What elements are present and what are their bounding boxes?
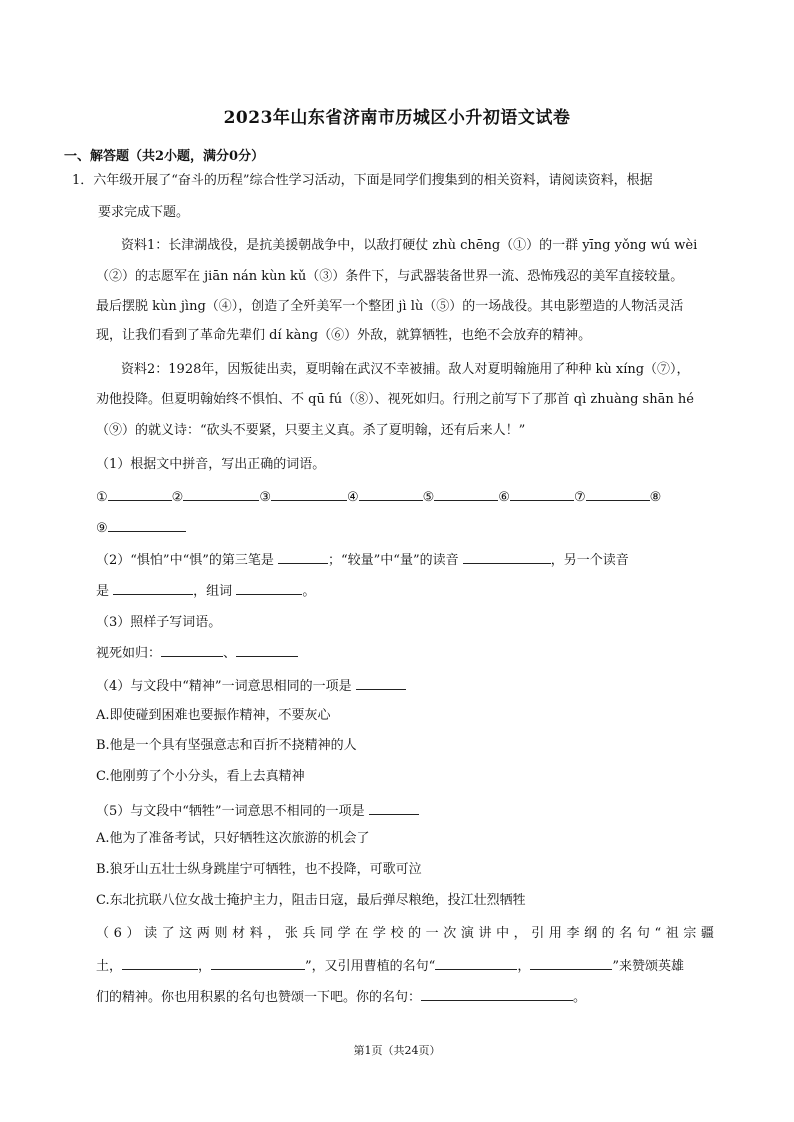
answer-label: ② xyxy=(171,490,184,505)
answer-blank[interactable] xyxy=(435,955,517,970)
sub2-text: 是 xyxy=(96,584,110,599)
question-intro-line-1: 1．六年级开展了“奋斗的历程”综合性学习活动，下面是同学们搜集到的相关资料，请阅读资料，根据 xyxy=(72,173,653,188)
sub6-line-3 xyxy=(96,986,586,1008)
answer-blank[interactable] xyxy=(113,580,193,595)
sub5-option: A.他为了准备考试，只好牺牲这次旅游的机会了 xyxy=(96,831,370,846)
sub4-option: C.他刚剪了个小分头，看上去真精神 xyxy=(96,769,305,784)
page-title: 2023年山东省济南市历城区小升初语文试卷 xyxy=(223,108,571,128)
material2-line: （⑨）的就义诗：“砍头不要紧，只要主义真。杀了夏明翰，还有后来人！” xyxy=(96,423,526,438)
answer-blank[interactable] xyxy=(510,486,574,501)
sub2-line-1 xyxy=(96,549,629,571)
sub4-prompt-row xyxy=(96,675,406,697)
sub6-text: 。 xyxy=(573,990,587,1005)
answer-label: ⑧ xyxy=(649,490,662,505)
answer-label: ③ xyxy=(259,490,271,505)
answer-blank[interactable] xyxy=(369,800,419,815)
sub6-line-2 xyxy=(96,955,684,977)
answer-blank[interactable] xyxy=(211,955,305,970)
answer-label: ⑦ xyxy=(573,490,586,505)
material1-line: 资料1：长津湖战役，是抗美援朝战争中，以敌打硬仗 zhù chēng（①）的一群 yīng yǒng wú wèi xyxy=(121,238,698,253)
sub2-text: ，另一个读音 xyxy=(550,553,629,568)
sub5-option: C.东北抗联八位女战士掩护主力，阻击日寇，最后弹尽粮绝，投江壮烈牺牲 xyxy=(96,893,526,908)
answer-blank[interactable] xyxy=(359,486,423,501)
answer-blank[interactable] xyxy=(122,955,198,970)
answer-blank[interactable] xyxy=(356,675,406,690)
answer-label: ④ xyxy=(346,490,359,505)
answer-blank[interactable] xyxy=(161,642,223,657)
answer-label: ⑨ xyxy=(96,521,108,536)
answer-blank[interactable] xyxy=(271,486,347,501)
answer-blank[interactable] xyxy=(236,642,298,657)
sub6-text: ”，又引用曹植的名句“ xyxy=(305,959,436,974)
sub2-text: 。 xyxy=(302,584,316,599)
sub6-text: ”来赞颂英雄 xyxy=(612,959,684,974)
sub4-option: B.他是一个具有坚强意志和百折不挠精神的人 xyxy=(96,738,357,753)
material1-line: 现，让我们看到了革命先辈们 dí kàng（⑥）外敌，就算牺牲，也绝不会放弃的精神。 xyxy=(96,328,592,343)
answer-label: ① xyxy=(96,490,108,505)
sub6-text: ， xyxy=(517,959,531,974)
sub3-example-row xyxy=(96,642,298,664)
sub6-text: ， xyxy=(198,959,212,974)
sub3-example: 视死如归： xyxy=(96,646,162,661)
question-intro-line-2: 要求完成下题。 xyxy=(98,205,190,220)
answer-blank[interactable] xyxy=(278,549,328,564)
sub3-prompt: （3）照样子写词语。 xyxy=(96,615,222,630)
answer-label: ⑥ xyxy=(498,490,510,505)
answer-blank[interactable] xyxy=(421,986,573,1001)
sub5-prompt: （5）与文段中“牺牲”一词意思不相同的一项是 xyxy=(96,804,365,819)
answer-blank[interactable] xyxy=(434,486,498,501)
answer-blank[interactable] xyxy=(108,517,186,532)
page-footer: 第1页（共24页） xyxy=(353,1044,441,1057)
answer-blank[interactable] xyxy=(586,486,650,501)
sub2-line-2 xyxy=(96,580,315,602)
sub1-prompt: （1）根据文中拼音，写出正确的词语。 xyxy=(96,457,326,472)
sub1-answer-row-2 xyxy=(96,517,186,539)
sub5-prompt-row xyxy=(96,800,419,822)
sub4-option: A.即使碰到困难也要振作精神，不要灰心 xyxy=(96,708,331,723)
answer-blank[interactable] xyxy=(183,486,259,501)
sub6-line-1: （6）读了这两则材料，张兵同学在学校的一次演讲中，引用李纲的名句“祖宗疆 xyxy=(96,926,719,941)
material1-line: 最后摆脱 kùn jìng（④），创造了全歼美军一个整团 jì lù（⑤）的一场战役。其电影塑造的人物活灵活 xyxy=(96,299,684,314)
sub2-text: （2）“惧怕”中“惧”的第三笔是 xyxy=(96,553,274,568)
section-heading: 一、解答题（共2小题，满分0分） xyxy=(64,149,265,164)
material1-line: （②）的志愿军在 jiān nán kùn kǔ（③）条件下，与武器装备世界一流、恐怖残忍的美军直接较量。 xyxy=(96,269,684,284)
answer-blank[interactable] xyxy=(108,486,172,501)
sub3-separator: 、 xyxy=(223,646,237,661)
answer-blank[interactable] xyxy=(530,955,612,970)
answer-label: ⑤ xyxy=(422,490,435,505)
sub4-prompt: （4）与文段中“精神”一词意思相同的一项是 xyxy=(96,679,352,694)
material2-line: 劝他投降。但夏明翰始终不惧怕、不 qū fú（⑧）、视死如归。行刑之前写下了那首 qì zhuàng shān hé xyxy=(96,392,694,407)
sub6-text: 们的精神。你也用积累的名句也赞颂一下吧。你的名句： xyxy=(96,990,422,1005)
answer-blank[interactable] xyxy=(236,580,302,595)
sub6-text: 土， xyxy=(96,959,123,974)
material2-line: 资料2：1928年，因叛徒出卖，夏明翰在武汉不幸被捕。敌人对夏明翰施用了种种 kù xíng（⑦）， xyxy=(121,362,690,377)
sub1-answer-row xyxy=(96,486,661,508)
answer-blank[interactable] xyxy=(463,549,551,564)
sub2-text: ，组词 xyxy=(193,584,233,599)
sub5-option: B.狼牙山五壮士纵身跳崖宁可牺牲，也不投降，可歌可泣 xyxy=(96,862,422,877)
sub2-text: ；“较量”中“量”的读音 xyxy=(328,553,459,568)
